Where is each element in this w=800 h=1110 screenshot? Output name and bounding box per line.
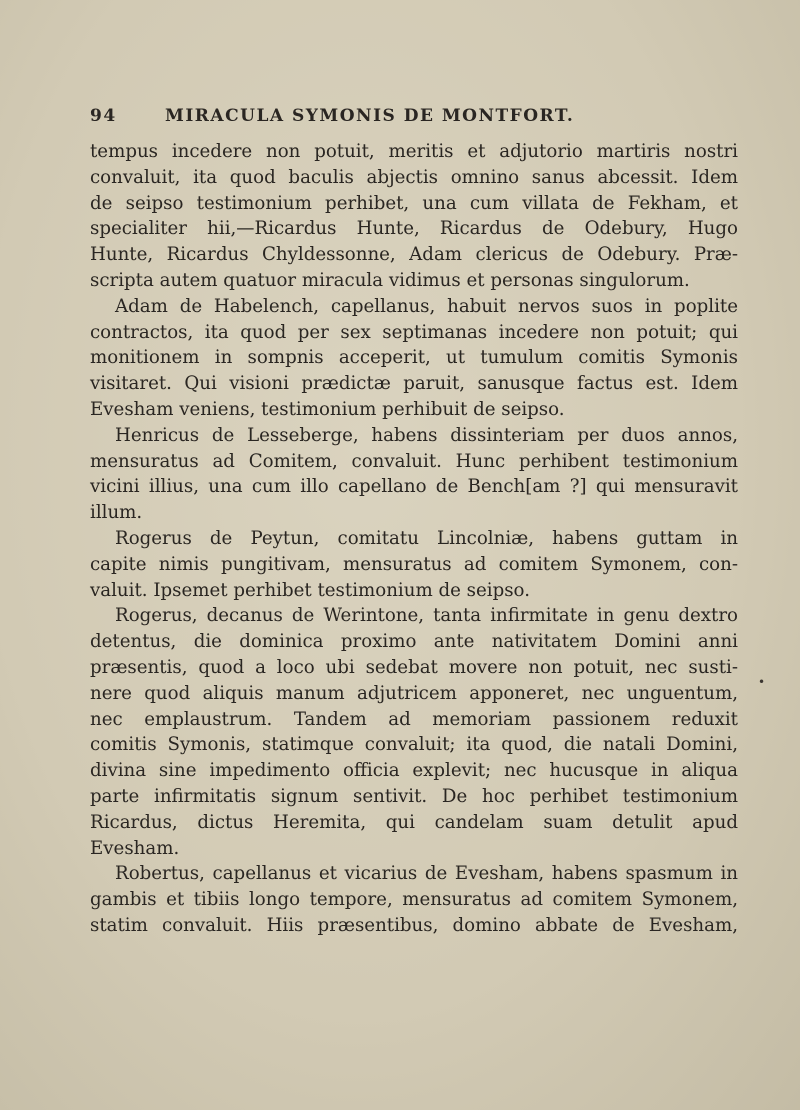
text-line: Rogerus, decanus de Werintone, tanta infirmitate in genu dextro bbox=[115, 605, 738, 627]
text-line: illum. bbox=[90, 502, 143, 524]
body-text bbox=[90, 139, 738, 939]
text-line: Rogerus de Peytun, comitatu Lincolniæ, habens guttam in bbox=[115, 527, 738, 549]
text-line: valuit. Ipsemet perhibet testimonium de seipso. bbox=[90, 579, 530, 601]
page-number: 94 bbox=[90, 106, 117, 126]
text-line: parte infirmitatis signum sentivit. De hoc perhibet testimonium bbox=[90, 785, 738, 807]
text-line: præsentis, quod a loco ubi sedebat movere non potuit, nec susti- bbox=[90, 656, 738, 678]
text-line: Robertus, capellanus et vicarius de Evesham, habens spasmum in bbox=[115, 863, 738, 885]
text-line: Evesham. bbox=[90, 837, 180, 859]
text-line: comitis Symonis, statimque convaluit; ita quod, die natali Domini, bbox=[90, 734, 738, 756]
text-line: nere quod aliquis manum adjutricem apponeret, nec unguentum, bbox=[90, 682, 738, 704]
text-line: vicini illius, una cum illo capellano de Bench[am ?] qui mensuravit bbox=[90, 476, 738, 498]
text-line: visitaret. Qui visioni prædictæ paruit, sanusque factus est. Idem bbox=[90, 373, 738, 395]
margin-speck: • bbox=[758, 675, 766, 689]
text-line: capite nimis pungitivam, mensuratus ad comitem Symonem, con- bbox=[90, 553, 738, 575]
text-line: tempus incedere non potuit, meritis et adjutorio martiris nostri bbox=[90, 141, 738, 162]
text-line: nec emplaustrum. Tandem ad memoriam passionem reduxit bbox=[90, 708, 738, 730]
text-line: Ricardus, dictus Heremita, qui candelam suam detulit apud bbox=[90, 811, 738, 833]
text-line: mensuratus ad Comitem, convaluit. Hunc perhibent testimonium bbox=[90, 450, 738, 472]
text-line: Henricus de Lesseberge, habens dissinteriam per duos annos, bbox=[115, 424, 738, 446]
text-line: Hunte, Ricardus Chyldessonne, Adam clericus de Odebury. Præ- bbox=[90, 244, 738, 266]
text-line: statim convaluit. Hiis præsentibus, domino abbate de Evesham, bbox=[90, 914, 738, 936]
text-line: scripta autem quatuor miracula vidimus et personas singulorum. bbox=[90, 269, 690, 291]
text-line: Evesham veniens, testimonium perhibuit de seipso. bbox=[90, 398, 565, 420]
text-line: gambis et tibiis longo tempore, mensuratus ad comitem Symonem, bbox=[90, 889, 738, 911]
text-line: contractos, ita quod per sex septimanas incedere non potuit; qui bbox=[90, 321, 738, 343]
text-line: detentus, die dominica proximo ante nativitatem Domini anni bbox=[90, 631, 738, 653]
text-line: monitionem in sompnis acceperit, ut tumulum comitis Symonis bbox=[90, 347, 738, 369]
text-line: specialiter hii,—Ricardus Hunte, Ricardus de Odebury, Hugo bbox=[90, 218, 738, 240]
running-head: MIRACULA SYMONIS DE MONTFORT. bbox=[165, 106, 575, 126]
text-line: de seipso testimonium perhibet, una cum villata de Fekham, et bbox=[90, 192, 738, 214]
text-line: Adam de Habelench, capellanus, habuit nervos suos in poplite bbox=[115, 295, 738, 317]
text-line: divina sine impedimento officia explevit; nec hucusque in aliqua bbox=[90, 760, 738, 782]
text-line: convaluit, ita quod baculis abjectis omnino sanus abcessit. Idem bbox=[90, 166, 738, 188]
